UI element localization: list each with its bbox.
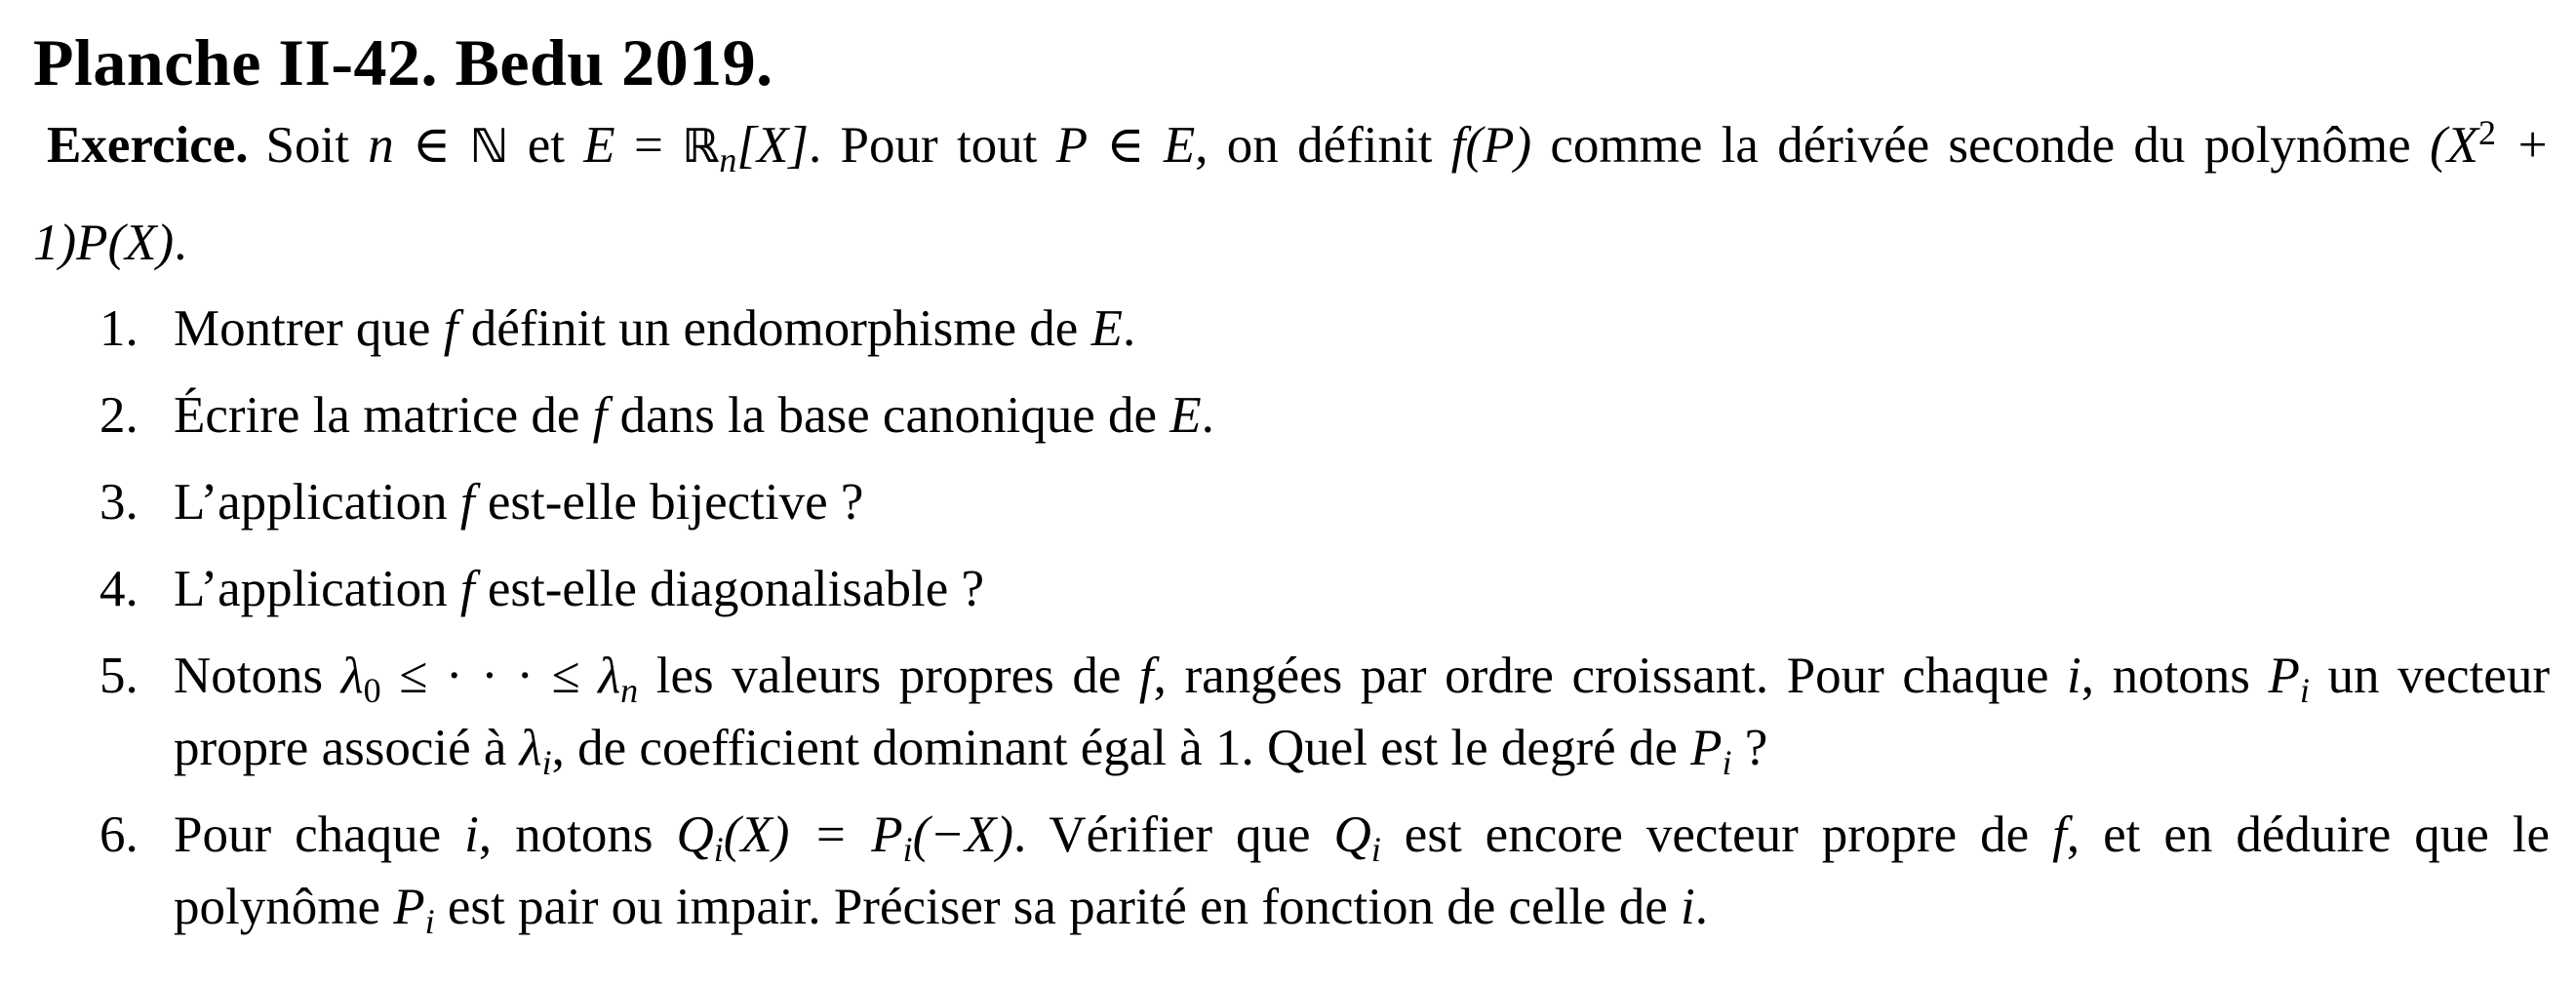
math-var: f bbox=[1138, 648, 1154, 704]
question-text: Notons bbox=[174, 648, 341, 704]
math-var: n bbox=[368, 117, 394, 174]
math-var: P bbox=[1055, 117, 1089, 174]
math-subscript: i bbox=[1370, 830, 1381, 870]
statement-text: . Pour tout bbox=[809, 117, 1056, 174]
math-set: ℕ bbox=[469, 120, 509, 174]
math-expr: + 1)P(X) bbox=[33, 117, 2551, 271]
statement-text: , on définit bbox=[1195, 117, 1451, 174]
question-text: , de coefficient dominant égal à 1. Quel est le degré de bbox=[551, 720, 1691, 776]
question-text: Écrire la matrice de bbox=[174, 387, 593, 444]
math-expr: (−X) bbox=[912, 807, 1014, 863]
question-number: 5. bbox=[99, 648, 139, 704]
question-number: 6. bbox=[99, 807, 139, 863]
question-text: , rangées par ordre croissant. Pour chaque bbox=[1153, 648, 2068, 704]
math-var: Q bbox=[676, 807, 714, 863]
question-item bbox=[33, 466, 2550, 538]
question-text: est pair ou impair. Préciser sa parité en fonction de celle de bbox=[434, 879, 1682, 935]
math-symbol: ≤ · · · ≤ bbox=[380, 648, 599, 704]
question-number: 1. bbox=[99, 300, 139, 357]
question-text: , notons bbox=[2081, 648, 2269, 704]
question-text: est encore vecteur propre de bbox=[1380, 807, 2053, 863]
math-subscript: n bbox=[620, 671, 639, 711]
question-number: 3. bbox=[99, 474, 139, 531]
math-subscript: i bbox=[424, 902, 435, 942]
math-expr: [X] bbox=[736, 117, 809, 174]
statement-text: Soit bbox=[265, 117, 369, 174]
math-subscript: i bbox=[902, 830, 913, 870]
math-expr: (X bbox=[2429, 117, 2478, 174]
question-text: Montrer que bbox=[174, 300, 444, 357]
statement-text: et bbox=[508, 117, 584, 174]
math-var: f bbox=[592, 387, 608, 444]
math-var: λ bbox=[519, 720, 542, 776]
question-text: . bbox=[1201, 387, 1214, 444]
math-var: λ bbox=[340, 648, 364, 704]
question-text: ? bbox=[1731, 720, 1768, 776]
math-expr: (X) = bbox=[723, 807, 872, 863]
question-text: , notons bbox=[478, 807, 677, 863]
question-text: L’application bbox=[174, 474, 460, 531]
question-text: . bbox=[1694, 879, 1709, 935]
question-text: Pour chaque bbox=[174, 807, 465, 863]
math-var: P bbox=[2268, 648, 2300, 704]
math-var: E bbox=[1090, 300, 1123, 357]
question-text: est-elle diagonalisable ? bbox=[474, 561, 985, 617]
question-text: définit un endomorphisme de bbox=[457, 300, 1091, 357]
math-expr: f(P) bbox=[1450, 117, 1532, 174]
math-symbol: ∈ bbox=[393, 117, 470, 174]
question-text: est-elle bijective ? bbox=[474, 474, 864, 531]
math-var: f bbox=[459, 474, 475, 531]
math-subscript: n bbox=[719, 140, 737, 180]
question-item bbox=[33, 293, 2550, 365]
question-item bbox=[33, 553, 2550, 625]
math-var: E bbox=[1163, 117, 1196, 174]
math-var: λ bbox=[598, 648, 621, 704]
math-var: P bbox=[871, 807, 903, 863]
math-subscript: 0 bbox=[363, 671, 381, 711]
question-number: 2. bbox=[99, 387, 139, 444]
question-item bbox=[33, 799, 2550, 943]
math-var: P bbox=[393, 879, 425, 935]
question-number: 4. bbox=[99, 561, 139, 617]
question-text: dans la base canonique de bbox=[607, 387, 1170, 444]
math-var: Q bbox=[1333, 807, 1371, 863]
exercise-label: Exercice. bbox=[47, 117, 249, 174]
math-var: f bbox=[443, 300, 458, 357]
question-text: un vecteur propre associé à bbox=[174, 648, 2550, 776]
question-text: . Vérifier que bbox=[1013, 807, 1334, 863]
math-var: i bbox=[464, 807, 479, 863]
math-var: P bbox=[1690, 720, 1723, 776]
math-superscript: 2 bbox=[2477, 112, 2496, 152]
sheet-title: Planche II-42. Bedu 2019. bbox=[33, 25, 773, 99]
math-var: i bbox=[1681, 879, 1695, 935]
math-symbol: = bbox=[614, 117, 683, 174]
math-var: E bbox=[1169, 387, 1202, 444]
math-subscript: i bbox=[713, 830, 724, 870]
statement-text: . bbox=[174, 215, 187, 271]
statement-text: comme la dérivée seconde du polynôme bbox=[1531, 117, 2430, 174]
exercise-statement bbox=[33, 98, 2550, 291]
exercise-sheet bbox=[33, 21, 2550, 958]
math-subscript: i bbox=[541, 743, 552, 783]
question-list bbox=[33, 293, 2550, 943]
math-var: f bbox=[2052, 807, 2067, 863]
question-item bbox=[33, 379, 2550, 452]
math-subscript: i bbox=[1722, 743, 1732, 783]
question-item bbox=[33, 640, 2550, 784]
question-text: . bbox=[1122, 300, 1136, 357]
math-symbol: ∈ bbox=[1088, 117, 1164, 174]
math-set: ℝ bbox=[682, 120, 720, 174]
math-subscript: i bbox=[2299, 671, 2310, 711]
question-text: , et en déduire que le polynôme bbox=[174, 807, 2550, 935]
math-var: i bbox=[2067, 648, 2081, 704]
math-var: f bbox=[459, 561, 475, 617]
question-text: les valeurs propres de bbox=[638, 648, 1139, 704]
math-var: E bbox=[583, 117, 615, 174]
question-text: L’application bbox=[174, 561, 460, 617]
